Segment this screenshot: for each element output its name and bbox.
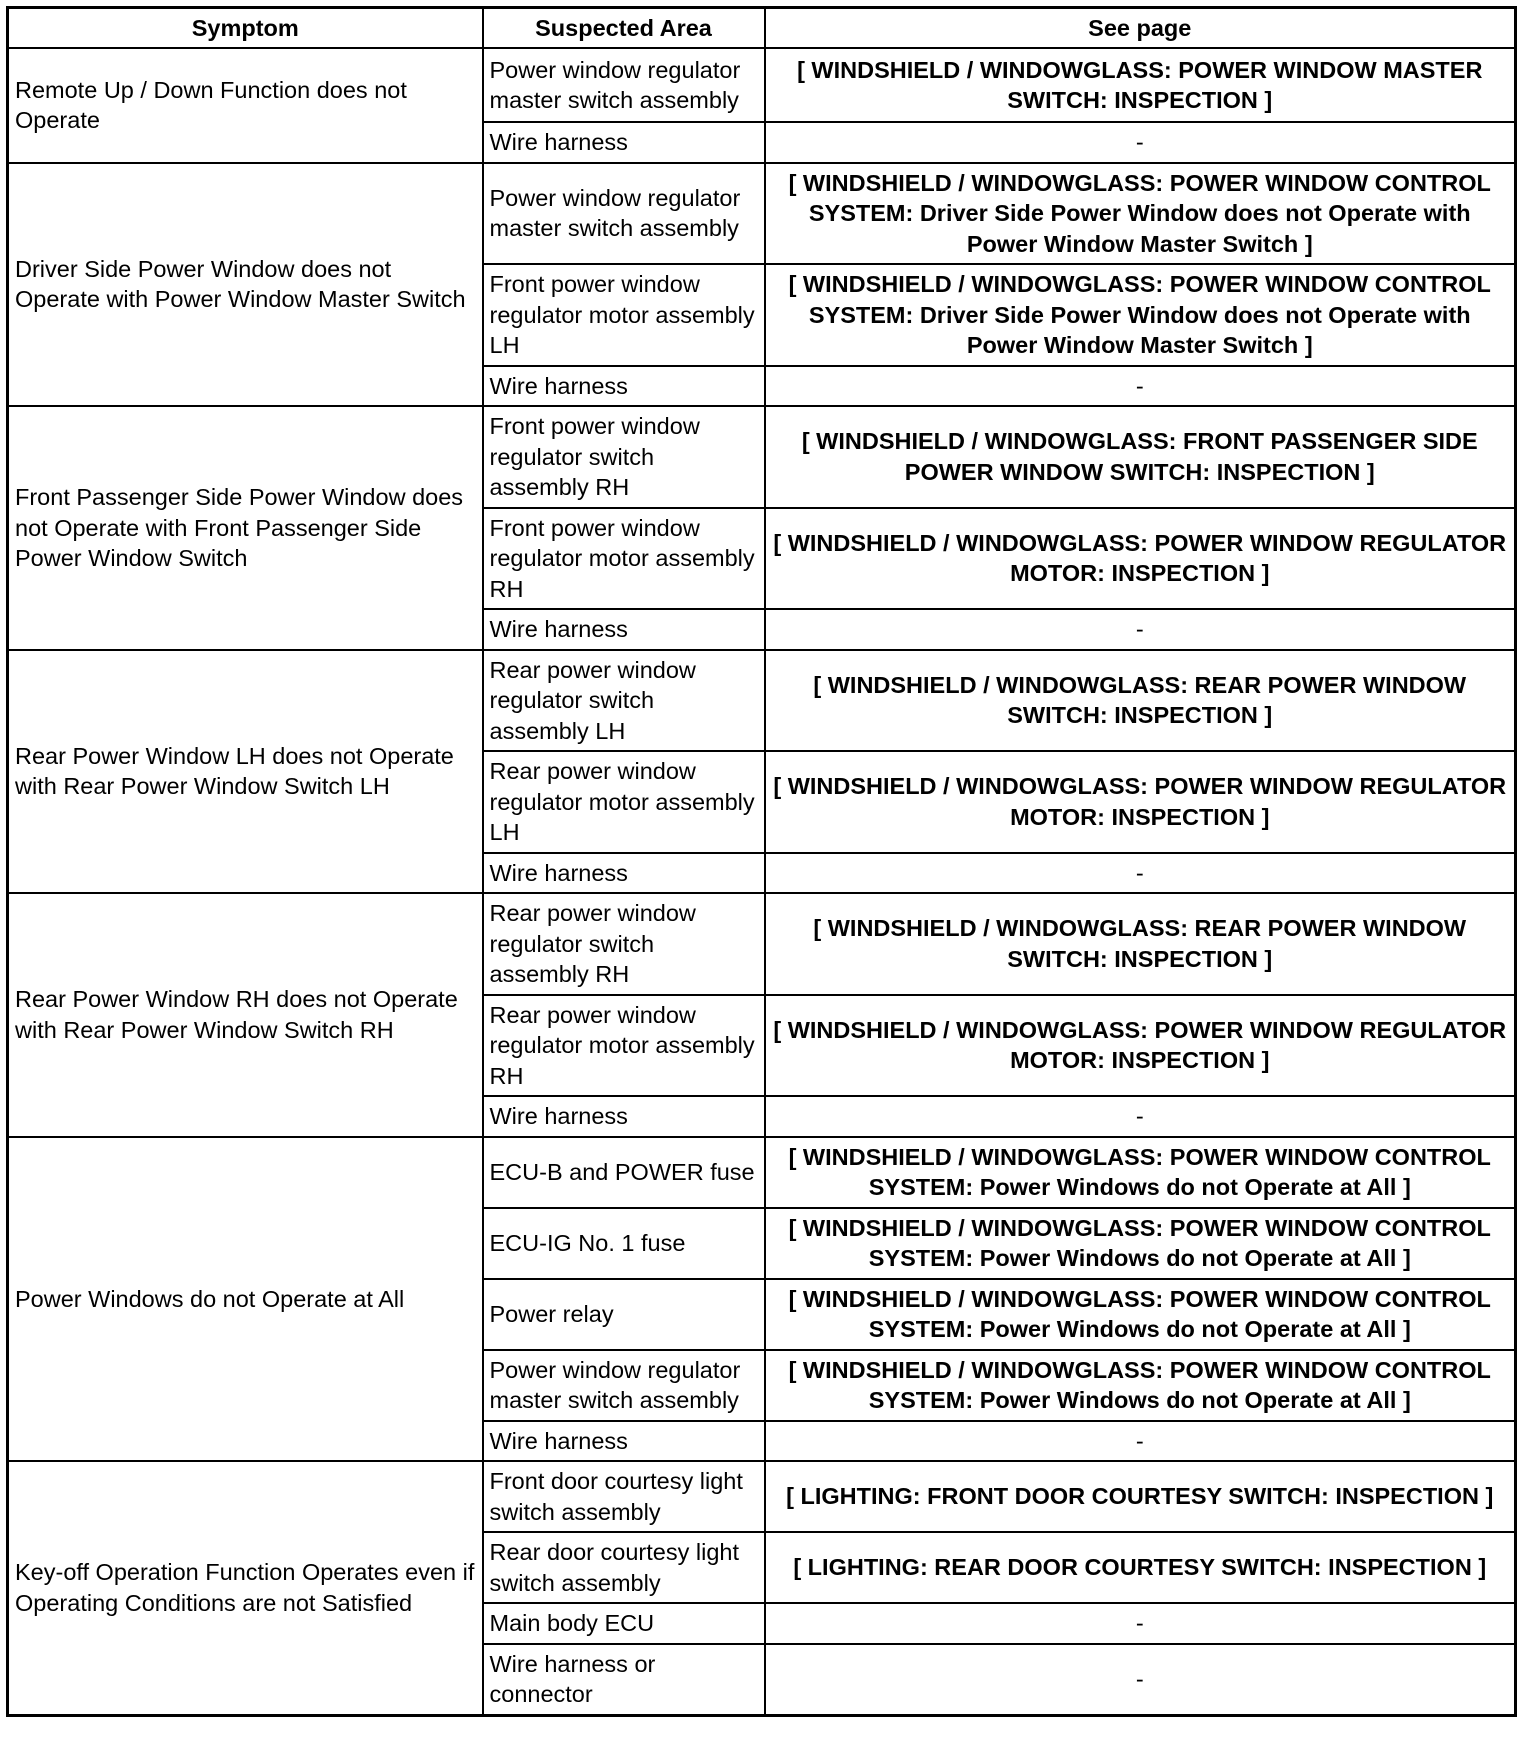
suspected-area-cell: Wire harness	[483, 1421, 765, 1462]
see-page-cell[interactable]: [ WINDSHIELD / WINDOWGLASS: POWER WINDOW CONTROL SYSTEM: Power Windows do not Operate at All ]	[765, 1137, 1516, 1208]
suspected-area-cell: Power window regulator master switch assembly	[483, 1350, 765, 1421]
suspected-area-cell: Wire harness	[483, 1096, 765, 1137]
table-row	[8, 650, 1516, 752]
header-suspected-area: Suspected Area	[483, 8, 765, 49]
table-row	[8, 406, 1516, 508]
see-page-cell[interactable]: [ WINDSHIELD / WINDOWGLASS: POWER WINDOW CONTROL SYSTEM: Power Windows do not Operate at All ]	[765, 1208, 1516, 1279]
symptom-cell: Key-off Operation Function Operates even if Operating Conditions are not Satisfied	[8, 1461, 483, 1715]
suspected-area-cell: Wire harness	[483, 122, 765, 163]
suspected-area-cell: Front power window regulator switch assembly RH	[483, 406, 765, 508]
suspected-area-cell: Power window regulator master switch assembly	[483, 48, 765, 122]
suspected-area-cell: ECU-B and POWER fuse	[483, 1137, 765, 1208]
suspected-area-cell: Wire harness	[483, 853, 765, 894]
suspected-area-cell: Front power window regulator motor assembly RH	[483, 508, 765, 610]
suspected-area-cell: Rear power window regulator motor assembly LH	[483, 751, 765, 853]
see-page-cell[interactable]: [ WINDSHIELD / WINDOWGLASS: POWER WINDOW CONTROL SYSTEM: Driver Side Power Window does not Operate with Power Window Master Switch ]	[765, 163, 1516, 265]
suspected-area-cell: Rear power window regulator switch assembly LH	[483, 650, 765, 752]
see-page-cell[interactable]: [ WINDSHIELD / WINDOWGLASS: POWER WINDOW REGULATOR MOTOR: INSPECTION ]	[765, 508, 1516, 610]
suspected-area-cell: Power window regulator master switch assembly	[483, 163, 765, 265]
symptom-cell: Remote Up / Down Function does not Operate	[8, 48, 483, 163]
suspected-area-cell: Front power window regulator motor assembly LH	[483, 264, 765, 366]
see-page-cell[interactable]: [ WINDSHIELD / WINDOWGLASS: FRONT PASSENGER SIDE POWER WINDOW SWITCH: INSPECTION ]	[765, 406, 1516, 508]
see-page-cell: -	[765, 609, 1516, 650]
table-body	[8, 48, 1516, 1715]
see-page-cell: -	[765, 1603, 1516, 1644]
see-page-cell[interactable]: [ WINDSHIELD / WINDOWGLASS: POWER WINDOW REGULATOR MOTOR: INSPECTION ]	[765, 751, 1516, 853]
suspected-area-cell: Rear power window regulator motor assembly RH	[483, 995, 765, 1097]
symptom-cell: Power Windows do not Operate at All	[8, 1137, 483, 1462]
see-page-cell[interactable]: [ WINDSHIELD / WINDOWGLASS: POWER WINDOW CONTROL SYSTEM: Driver Side Power Window does not Operate with Power Window Master Switch ]	[765, 264, 1516, 366]
suspected-area-cell: Rear door courtesy light switch assembly	[483, 1532, 765, 1603]
table-row	[8, 48, 1516, 122]
see-page-cell[interactable]: [ WINDSHIELD / WINDOWGLASS: POWER WINDOW CONTROL SYSTEM: Power Windows do not Operate at All ]	[765, 1350, 1516, 1421]
see-page-cell: -	[765, 1421, 1516, 1462]
see-page-cell[interactable]: [ LIGHTING: FRONT DOOR COURTESY SWITCH: INSPECTION ]	[765, 1461, 1516, 1532]
see-page-cell[interactable]: [ WINDSHIELD / WINDOWGLASS: REAR POWER WINDOW SWITCH: INSPECTION ]	[765, 650, 1516, 752]
see-page-cell: -	[765, 366, 1516, 407]
table-row	[8, 1461, 1516, 1532]
see-page-cell: -	[765, 1644, 1516, 1716]
see-page-cell: -	[765, 1096, 1516, 1137]
troubleshooting-table-container	[6, 6, 1514, 1717]
suspected-area-cell: Power relay	[483, 1279, 765, 1350]
suspected-area-cell: ECU-IG No. 1 fuse	[483, 1208, 765, 1279]
symptom-cell: Rear Power Window RH does not Operate with Rear Power Window Switch RH	[8, 893, 483, 1137]
header-see-page: See page	[765, 8, 1516, 49]
header-symptom: Symptom	[8, 8, 483, 49]
suspected-area-cell: Front door courtesy light switch assembly	[483, 1461, 765, 1532]
see-page-cell[interactable]: [ WINDSHIELD / WINDOWGLASS: REAR POWER WINDOW SWITCH: INSPECTION ]	[765, 893, 1516, 995]
suspected-area-cell: Rear power window regulator switch assembly RH	[483, 893, 765, 995]
troubleshooting-table	[6, 6, 1517, 1717]
table-row	[8, 1137, 1516, 1208]
see-page-cell: -	[765, 853, 1516, 894]
see-page-cell: -	[765, 122, 1516, 163]
see-page-cell[interactable]: [ WINDSHIELD / WINDOWGLASS: POWER WINDOW MASTER SWITCH: INSPECTION ]	[765, 48, 1516, 122]
see-page-cell[interactable]: [ WINDSHIELD / WINDOWGLASS: POWER WINDOW REGULATOR MOTOR: INSPECTION ]	[765, 995, 1516, 1097]
table-row	[8, 893, 1516, 995]
symptom-cell: Rear Power Window LH does not Operate with Rear Power Window Switch LH	[8, 650, 483, 894]
suspected-area-cell: Wire harness	[483, 609, 765, 650]
suspected-area-cell: Wire harness or connector	[483, 1644, 765, 1716]
table-row	[8, 163, 1516, 265]
header-row	[8, 8, 1516, 49]
symptom-cell: Front Passenger Side Power Window does not Operate with Front Passenger Side Power Window Switch	[8, 406, 483, 650]
symptom-cell: Driver Side Power Window does not Operate with Power Window Master Switch	[8, 163, 483, 407]
see-page-cell[interactable]: [ WINDSHIELD / WINDOWGLASS: POWER WINDOW CONTROL SYSTEM: Power Windows do not Operate at All ]	[765, 1279, 1516, 1350]
suspected-area-cell: Main body ECU	[483, 1603, 765, 1644]
see-page-cell[interactable]: [ LIGHTING: REAR DOOR COURTESY SWITCH: INSPECTION ]	[765, 1532, 1516, 1603]
suspected-area-cell: Wire harness	[483, 366, 765, 407]
